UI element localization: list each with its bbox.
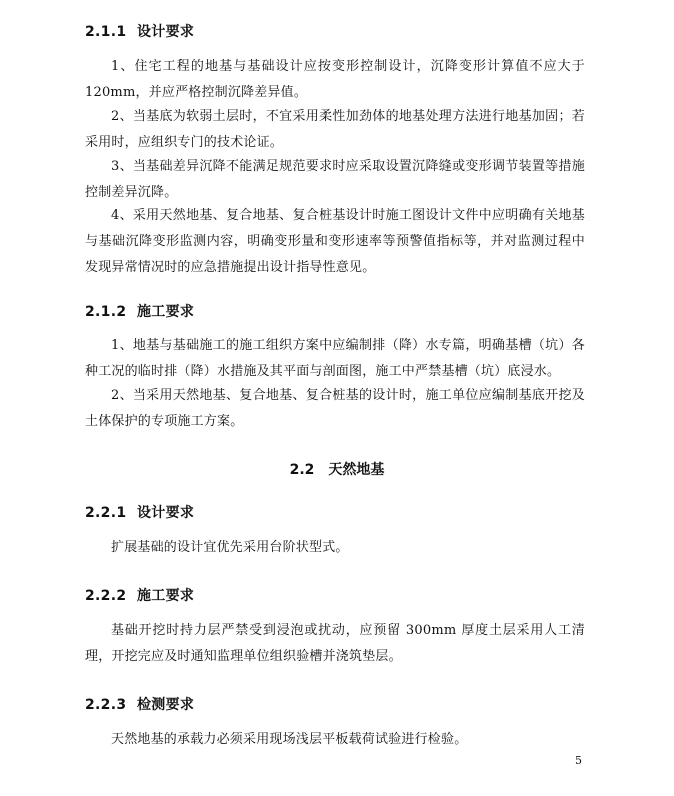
paragraph: 1、住宅工程的地基与基础设计应按变形控制设计，沉降变形计算值不应大于 120mm，并应严格控制沉降差异值。	[85, 59, 585, 100]
section-heading-2-2-3	[85, 694, 194, 714]
paragraph: 1、地基与基础施工的施工组织方案中应编制排（降）水专篇，明确基槽（坑）各种工况的临时排（降）水措施及其平面与剖面图，施工中严禁基槽（坑）底浸水。	[85, 338, 585, 379]
section-title: 设计要求	[137, 24, 195, 40]
paragraph: 扩展基础的设计宜优先采用台阶状型式。	[111, 540, 349, 555]
section-number: 2.2.3	[85, 697, 127, 713]
section-title: 检测要求	[137, 697, 195, 713]
section-heading-2-1-1	[85, 21, 194, 41]
section-number: 2.2.1	[85, 505, 127, 521]
chapter-title: 天然地基	[328, 462, 385, 478]
paragraph: 2、当基底为软弱土层时，不宜采用柔性加劲体的地基处理方法进行地基加固；若采用时，应组织专门的技术论证。	[85, 109, 585, 150]
section-heading-2-2-2	[85, 585, 194, 605]
chapter-number: 2.2	[289, 462, 315, 478]
section-title: 施工要求	[137, 304, 195, 320]
section-heading-2-2-1	[85, 502, 194, 522]
paragraph: 3、当基础差异沉降不能满足规范要求时应采取设置沉降缝或变形调节装置等措施控制差异沉降。	[85, 159, 585, 200]
paragraph: 天然地基的承载力必须采用现场浅层平板载荷试验进行检验。	[111, 732, 468, 747]
section-title: 设计要求	[137, 505, 195, 521]
section-number: 2.1.2	[85, 304, 127, 320]
paragraph: 2、当采用天然地基、复合地基、复合桩基的设计时，施工单位应编制基底开挖及土体保护的专项施工方案。	[85, 388, 585, 429]
paragraph: 4、采用天然地基、复合地基、复合桩基设计时施工图设计文件中应明确有关地基与基础沉降变形监测内容，明确变形量和变形速率等预警值指标等，并对监测过程中发现异常情况时的应急措施提出设计指导性意见。	[85, 208, 585, 275]
section-number: 2.2.2	[85, 588, 127, 604]
chapter-heading-2-2	[0, 459, 674, 479]
paragraph: 基础开挖时持力层严禁受到浸泡或扰动，应预留 300mm 厚度土层采用人工清理，开挖完应及时通知监理单位组织验槽并浇筑垫层。	[85, 623, 585, 664]
section-heading-2-1-2	[85, 301, 194, 321]
section-title: 施工要求	[137, 588, 195, 604]
section-number: 2.1.1	[85, 24, 127, 40]
page-number: 5	[575, 754, 582, 767]
